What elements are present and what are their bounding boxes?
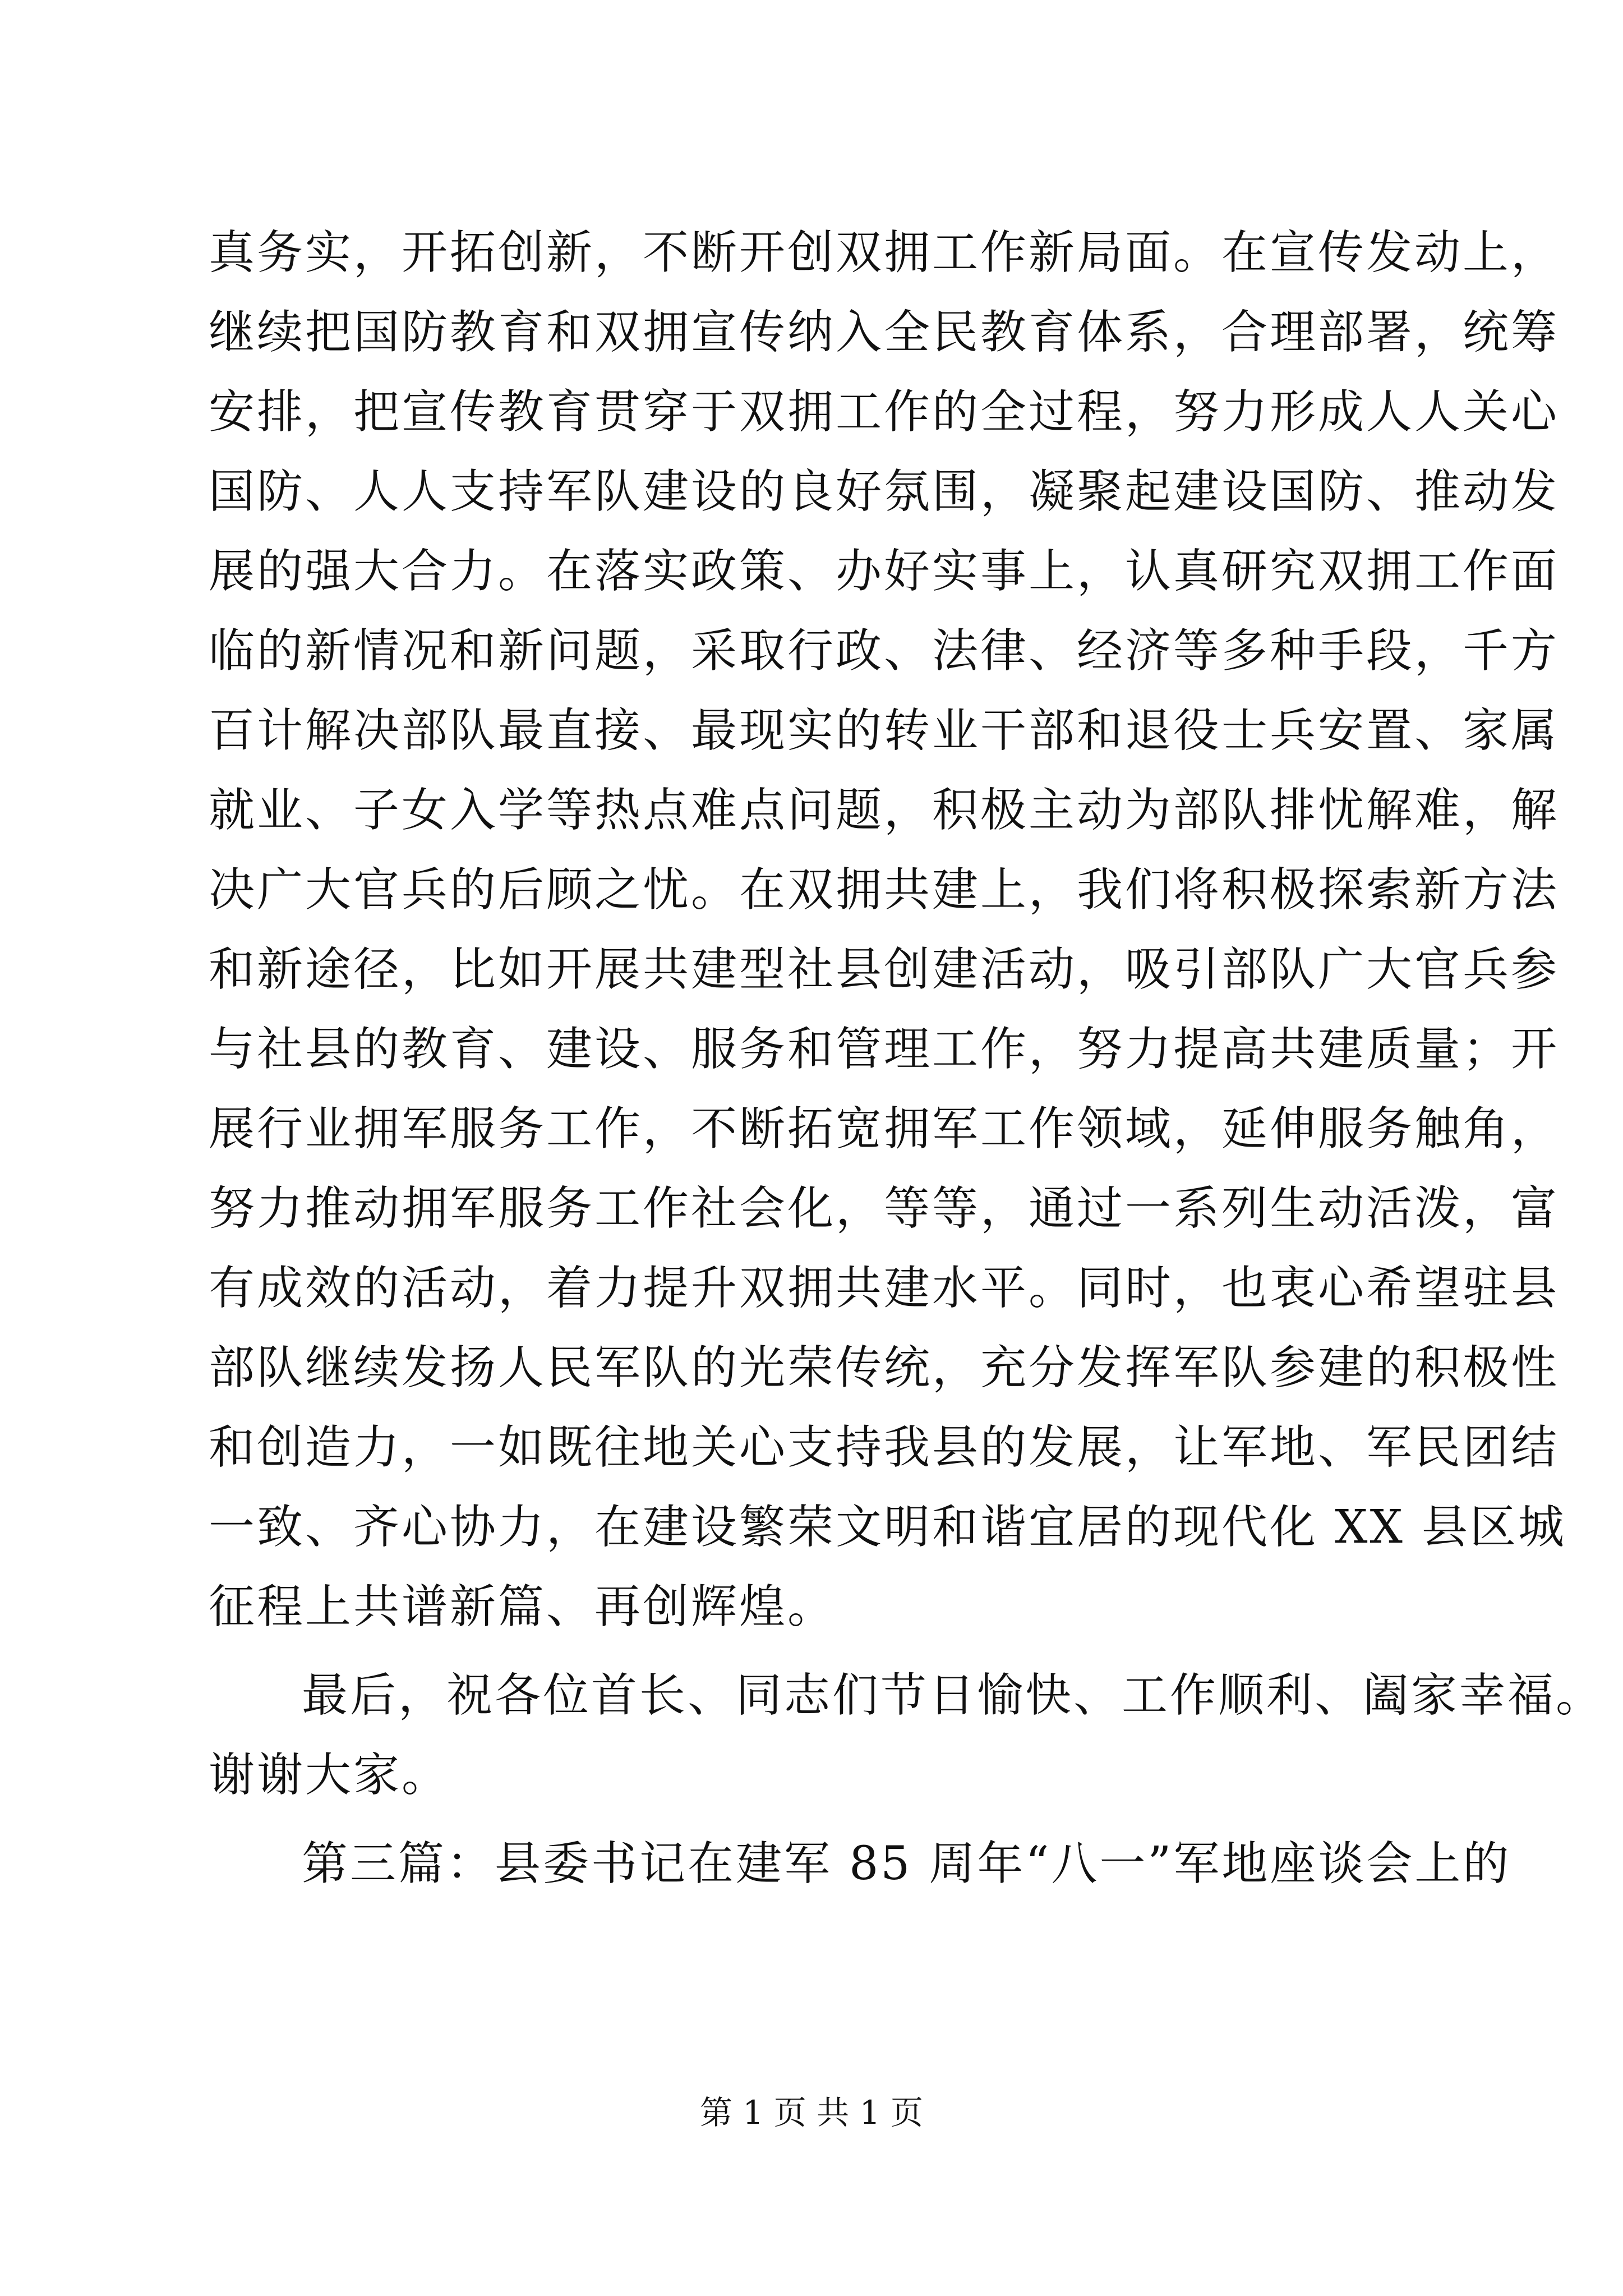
paragraph-line: 和新途径，比如开展共建型社县创建活动，吸引部队广大官兵参 xyxy=(209,943,1560,996)
paragraph-line: 百计解决部队最直接、最现实的转业干部和退役士兵安置、家属 xyxy=(209,704,1560,757)
paragraph-line: 部队继续发扬人民军队的光荣传统，充分发挥军队参建的积极性 xyxy=(209,1341,1560,1395)
paragraph-2 xyxy=(209,1656,1604,1815)
paragraph-line: 真务实，开拓创新，不断开创双拥工作新局面。在宣传发动上， xyxy=(209,226,1560,279)
paragraph-line: 与社县的教育、建设、服务和管理工作，努力提高共建质量；开 xyxy=(209,1023,1560,1076)
paragraph-line: 和创造力，一如既往地关心支持我县的发展，让军地、军民团结 xyxy=(209,1421,1560,1474)
paragraph-line: 一致、齐心协力，在建设繁荣文明和谐宜居的现代化 XX 县区城 xyxy=(209,1501,1566,1554)
paragraph-line: 征程上共谱新篇、再创辉煌。 xyxy=(209,1580,836,1634)
paragraph-line: 就业、子女入学等热点难点问题，积极主动为部队排忧解难，解 xyxy=(209,784,1560,837)
paragraph-line: 临的新情况和新问题，采取行政、法律、经济等多种手段，千方 xyxy=(209,624,1560,678)
paragraph-line: 有成效的活动，着力提升双拥共建水平。同时，也衷心希望驻县 xyxy=(209,1262,1560,1315)
paragraph-line: 国防、人人支持军队建设的良好氛围，凝聚起建设国防、推动发 xyxy=(209,465,1560,518)
paragraph-line: 决广大官兵的后顾之忧。在双拥共建上，我们将积极探索新方法 xyxy=(209,863,1560,917)
paragraph-3 xyxy=(209,1824,1511,1904)
paragraph-line: 安排，把宣传教育贯穿于双拥工作的全过程，努力形成人人关心 xyxy=(209,385,1560,439)
paragraph-spacing xyxy=(209,1647,1437,1656)
paragraph-line: 展行业拥军服务工作，不断拓宽拥军工作领域，延伸服务触角， xyxy=(209,1102,1560,1156)
paragraph-spacing xyxy=(209,1815,1437,1824)
paragraph-line: 第三篇：县委书记在建军 85 周年“八一”军地座谈会上的 xyxy=(302,1837,1511,1890)
paragraph-line: 谢谢大家。 xyxy=(209,1749,450,1802)
paragraph-line: 继续把国防教育和双拥宣传纳入全民教育体系，合理部署，统筹 xyxy=(209,306,1560,359)
paragraph-1 xyxy=(209,213,1566,1647)
paragraph-line: 努力推动拥军服务工作社会化，等等，通过一系列生动活泼，富 xyxy=(209,1182,1560,1235)
paragraph-line: 展的强大合力。在落实政策、办好实事上，认真研究双拥工作面 xyxy=(209,545,1560,598)
page-footer xyxy=(0,2090,1623,2135)
document-body xyxy=(209,213,1604,1904)
page-number-label: 第 1 页 共 1 页 xyxy=(700,2093,923,2132)
paragraph-line: 最后，祝各位首长、同志们节日愉快、工作顺利、阖家幸福。 xyxy=(302,1669,1604,1722)
